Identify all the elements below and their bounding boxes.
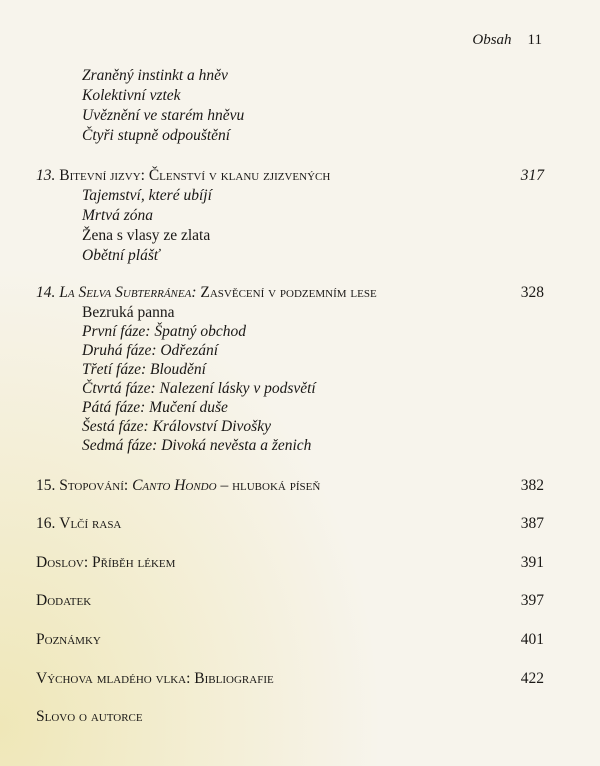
toc-subitem [0, 206, 600, 226]
entry-title: Poznámky [36, 631, 101, 648]
toc-subitem-label: Bezruká panna [82, 304, 175, 321]
chapter-number: 13. [36, 167, 56, 184]
toc-subitem-label: Mrtvá zóna [82, 207, 154, 224]
toc-subitem-label: Pátá fáze: Mučení duše [82, 399, 228, 416]
toc-subitem-label: Tajemství, které ubíjí [82, 187, 212, 204]
toc-entry-afterword [0, 553, 600, 573]
toc-entry-appendix [0, 591, 600, 611]
chapter-page-number: 317 [520, 167, 544, 184]
chapter-title-italic: La Selva Subterránea: [59, 284, 197, 301]
toc-subitem-label: Šestá fáze: Království Divošky [82, 418, 271, 435]
toc-subitem [0, 417, 600, 437]
toc-subitem [0, 341, 600, 361]
entry-title: Doslov: Příběh lékem [36, 554, 176, 571]
entry-title: Dodatek [36, 592, 92, 609]
toc-subitem-label: Uvěznění ve starém hněvu [82, 107, 245, 124]
toc-subitem [0, 86, 600, 106]
chapter-title [36, 476, 320, 496]
toc-chapter-13 [0, 166, 600, 186]
chapter-title [36, 166, 330, 186]
entry-title: Výchova mladého vlka: Bibliografie [36, 670, 274, 687]
toc-subitem [0, 246, 600, 266]
chapter-page-number: 382 [520, 477, 544, 494]
chapter-title-text: Bitevní jizvy: Členství v klanu zjizvených [59, 167, 331, 184]
toc-subitem-label: První fáze: Špatný obchod [82, 323, 247, 340]
chapter-title [36, 283, 377, 303]
toc-subitem [0, 186, 600, 206]
toc-subitem-label: Zraněný instinkt a hněv [82, 67, 228, 84]
toc-subitem [0, 126, 600, 146]
chapter-title-text: Zasvěcení v podzemním lese [200, 284, 377, 301]
toc-chapter-14 [0, 283, 600, 303]
chapter-title-italic: Canto Hondo [132, 477, 217, 494]
toc-subitem [0, 398, 600, 418]
entry-page-number: 391 [520, 554, 544, 571]
toc-subitem-label: Třetí fáze: Bloudění [82, 361, 206, 378]
toc-entry-about-author [0, 707, 600, 727]
chapter-title-rest: – hluboká píseň [220, 477, 321, 494]
chapter-number: 15. [36, 477, 56, 494]
toc-entry-bibliography [0, 669, 600, 689]
toc-subitem [0, 303, 600, 323]
toc-subitem-label: Čtvrtá fáze: Nalezení lásky v podsvětí [82, 380, 316, 397]
chapter-page-number: 328 [520, 284, 544, 301]
chapter-number: 14. [36, 284, 56, 301]
running-header [472, 32, 542, 49]
toc-subitem-label: Druhá fáze: Odřezání [82, 342, 219, 359]
entry-page-number: 397 [520, 592, 544, 609]
chapter-page-number: 387 [520, 515, 544, 532]
toc-subitem [0, 436, 600, 456]
toc-subitem [0, 379, 600, 399]
header-page-number: 11 [527, 32, 542, 48]
entry-page-number: 422 [520, 670, 544, 687]
toc-subitem [0, 360, 600, 380]
toc-subitem [0, 66, 600, 86]
toc-subitem-label: Žena s vlasy ze zlata [82, 227, 211, 244]
chapter-title-text: Vlčí rasa [59, 515, 122, 532]
toc-entry-notes [0, 630, 600, 650]
header-title: Obsah [472, 32, 512, 48]
entry-title: Slovo o autorce [36, 708, 143, 725]
toc-chapter-15 [0, 476, 600, 496]
chapter-title [36, 514, 121, 534]
toc-chapter-16 [0, 514, 600, 534]
toc-subitem-label: Čtyři stupně odpouštění [82, 127, 231, 144]
toc-subitem [0, 322, 600, 342]
toc-subitem [0, 226, 600, 246]
toc-subitem-label: Sedmá fáze: Divoká nevěsta a ženich [82, 437, 312, 454]
chapter-title-text: Stopování: [59, 477, 129, 494]
toc-subitem [0, 106, 600, 126]
chapter-number: 16. [36, 515, 56, 532]
toc-subitem-label: Kolektivní vztek [82, 87, 181, 104]
toc-subitem-label: Obětní plášť [82, 247, 160, 264]
entry-page-number: 401 [520, 631, 544, 648]
